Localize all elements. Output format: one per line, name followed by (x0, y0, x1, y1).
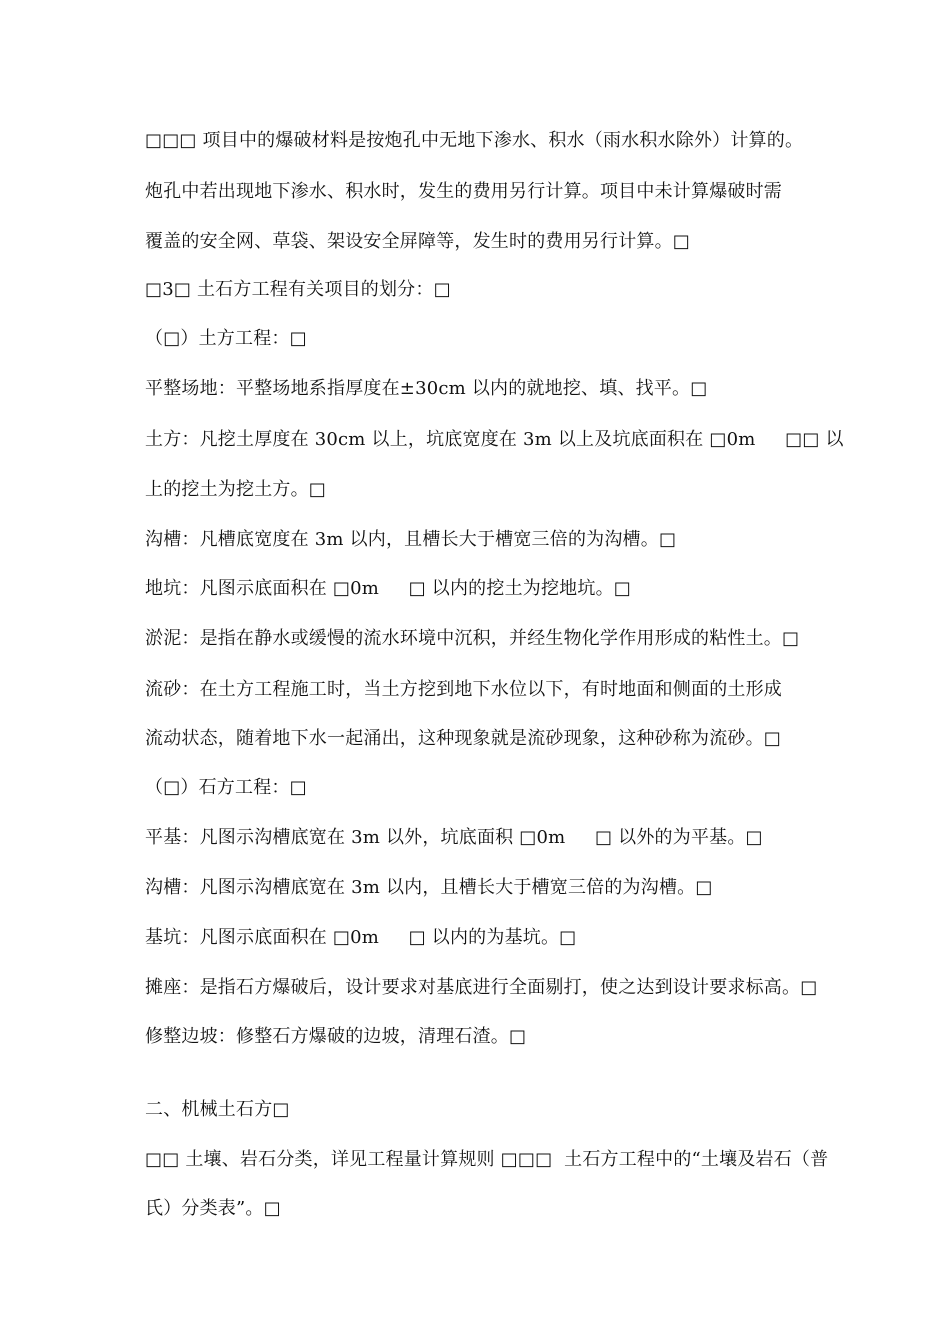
text-line: □3□ 土石方工程有关项目的划分：□ (145, 279, 451, 300)
text-line: 地坑：凡图示底面积在 □0m □ 以内的挖土为挖地坑。□ (145, 578, 631, 599)
text-line: 炮孔中若出现地下渗水、积水时，发生的费用另行计算。项目中未计算爆破时需 (145, 181, 782, 202)
section-heading: （□）石方工程：□ (145, 777, 307, 798)
text-line: 土方：凡挖土厚度在 30cm 以上，坑底宽度在 3m 以上及坑底面积在 □0m □□ 以 (145, 429, 844, 450)
text-line: 氏）分类表”。□ (145, 1198, 281, 1219)
text-line: 淤泥：是指在静水或缓慢的流水环境中沉积，并经生物化学作用形成的粘性土。□ (145, 628, 800, 649)
text-line: 平整场地：平整场地系指厚度在±30cm 以内的就地挖、填、找平。□ (145, 378, 708, 399)
text-line: □□□ 项目中的爆破材料是按炮孔中无地下渗水、积水（雨水积水除外）计算的。 (145, 130, 804, 151)
text-line: 平基：凡图示沟槽底宽在 3m 以外，坑底面积 □0m □ 以外的为平基。□ (145, 827, 763, 848)
text-line: 沟槽：凡图示沟槽底宽在 3m 以内，且槽长大于槽宽三倍的为沟槽。□ (145, 877, 713, 898)
text-line: 覆盖的安全网、草袋、架设安全屏障等，发生时的费用另行计算。□ (145, 231, 691, 252)
text-line: □□ 土壤、岩石分类，详见工程量计算规则 □□□ 土石方工程中的“土壤及岩石（普 (145, 1149, 829, 1170)
text-line: 流动状态，随着地下水一起涌出，这种现象就是流砂现象，这种砂称为流砂。□ (145, 728, 782, 749)
text-line: 流砂：在土方工程施工时，当土方挖到地下水位以下，有时地面和侧面的土形成 (145, 679, 782, 700)
chapter-heading: 二、机械土石方□ (145, 1099, 290, 1120)
text-line: 摊座：是指石方爆破后，设计要求对基底进行全面剔打，使之达到设计要求标高。□ (145, 977, 818, 998)
text-line: 基坑：凡图示底面积在 □0m □ 以内的为基坑。□ (145, 927, 577, 948)
text-line: 沟槽：凡槽底宽度在 3m 以内，且槽长大于槽宽三倍的为沟槽。□ (145, 529, 677, 550)
text-line: 上的挖土为挖土方。□ (145, 479, 327, 500)
section-heading: （□）土方工程：□ (145, 328, 307, 349)
text-line: 修整边坡：修整石方爆破的边坡，清理石渣。□ (145, 1026, 527, 1047)
